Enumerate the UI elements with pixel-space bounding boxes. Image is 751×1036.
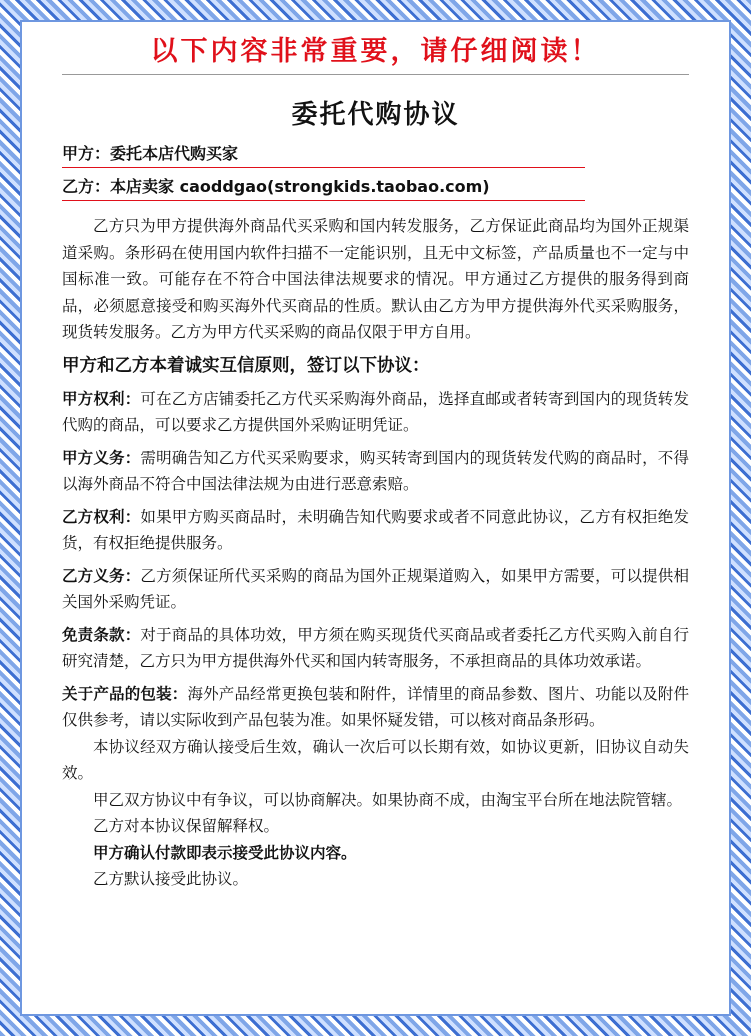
clause-text: 可在乙方店铺委托乙方代买采购海外商品，选择直邮或者转寄到国内的现货转发代购的商品，可以要求乙方提供国外采购证明凭证。 (62, 389, 689, 434)
clause-label: 甲方义务： (62, 448, 141, 467)
closing-dispute: 甲乙双方协议中有争议，可以协商解决。如果协商不成，由淘宝平台所在地法院管辖。 (93, 790, 683, 809)
party-a-line (62, 141, 585, 168)
clause-text: 乙方须保证所代买采购的商品为国外正规渠道购入，如果甲方需要，可以提供相关国外采购凭证。 (62, 566, 689, 611)
clause-packaging (62, 681, 689, 734)
clause-text: 需明确告知乙方代买采购要求，购买转寄到国内的现货转发代购的商品时，不得以海外商品不符合中国法律法规为由进行恶意索赔。 (62, 448, 689, 493)
party-b-value: 本店卖家 caoddgao(strongkids.taobao.com) (110, 177, 490, 196)
clause-label: 甲方权利： (62, 389, 141, 408)
clause-text: 海外产品经常更换包装和附件，详情里的商品参数、图片、功能以及附件仅供参考，请以实际收到产品包装为准。如果怀疑发错，可以核对商品条形码。 (62, 684, 689, 729)
clause-label: 免责条款： (62, 625, 141, 644)
clause-text: 对于商品的具体功效，甲方须在购买现货代买商品或者委托乙方代买购入前自行研究清楚，乙方只为甲方提供海外代买和国内转寄服务，不承担商品的具体功效承诺。 (62, 625, 689, 670)
clause-party-b-obligations (62, 563, 689, 616)
clause-text: 如果甲方购买商品时，未明确告知代购要求或者不同意此协议，乙方有权拒绝发货，有权拒绝提供服务。 (62, 507, 689, 552)
agreement-heading: 甲方和乙方本着诚实互信原则，签订以下协议： (62, 355, 430, 376)
intro-paragraph: 乙方只为甲方提供海外商品代买采购和国内转发服务，乙方保证此商品均为国外正规渠道采购。条形码在使用国内软件扫描不一定能识别，且无中文标签，产品质量也不一定与中国标准一致。可能存在不符合中国法律法规要求的情况。甲方通过乙方提供的服务得到商品，必须愿意接受和购买海外代买商品的性质。默认由乙方为甲方提供海外代买采购服务，现货转发服务。乙方为甲方代买采购的商品仅限于甲方自用。 (62, 217, 689, 341)
party-b-label: 乙方： (62, 177, 111, 196)
warning-banner: 以下内容非常重要，请仔细阅读！ (62, 30, 689, 75)
document-title: 委托代购协议 (291, 100, 460, 130)
clause-party-a-obligations (62, 445, 689, 498)
agreement-document (62, 30, 689, 893)
clause-disclaimer (62, 622, 689, 675)
party-b-line (62, 174, 585, 201)
default-acceptance: 乙方默认接受此协议。 (93, 870, 249, 888)
payment-confirmation: 甲方确认付款即表示接受此协议内容。 (93, 843, 357, 862)
closing-effective: 本协议经双方确认接受后生效，确认一次后可以长期有效，如协议更新，旧协议自动失效。 (62, 737, 689, 782)
party-a-value: 委托本店代购买家 (110, 144, 239, 163)
party-a-label: 甲方： (62, 144, 111, 163)
closing-interpretation: 乙方对本协议保留解释权。 (93, 817, 280, 835)
clause-party-b-rights (62, 504, 689, 557)
clause-label: 乙方权利： (62, 507, 141, 526)
clause-label: 关于产品的包装： (62, 684, 188, 703)
clause-party-a-rights (62, 386, 689, 439)
clause-label: 乙方义务： (62, 566, 141, 585)
